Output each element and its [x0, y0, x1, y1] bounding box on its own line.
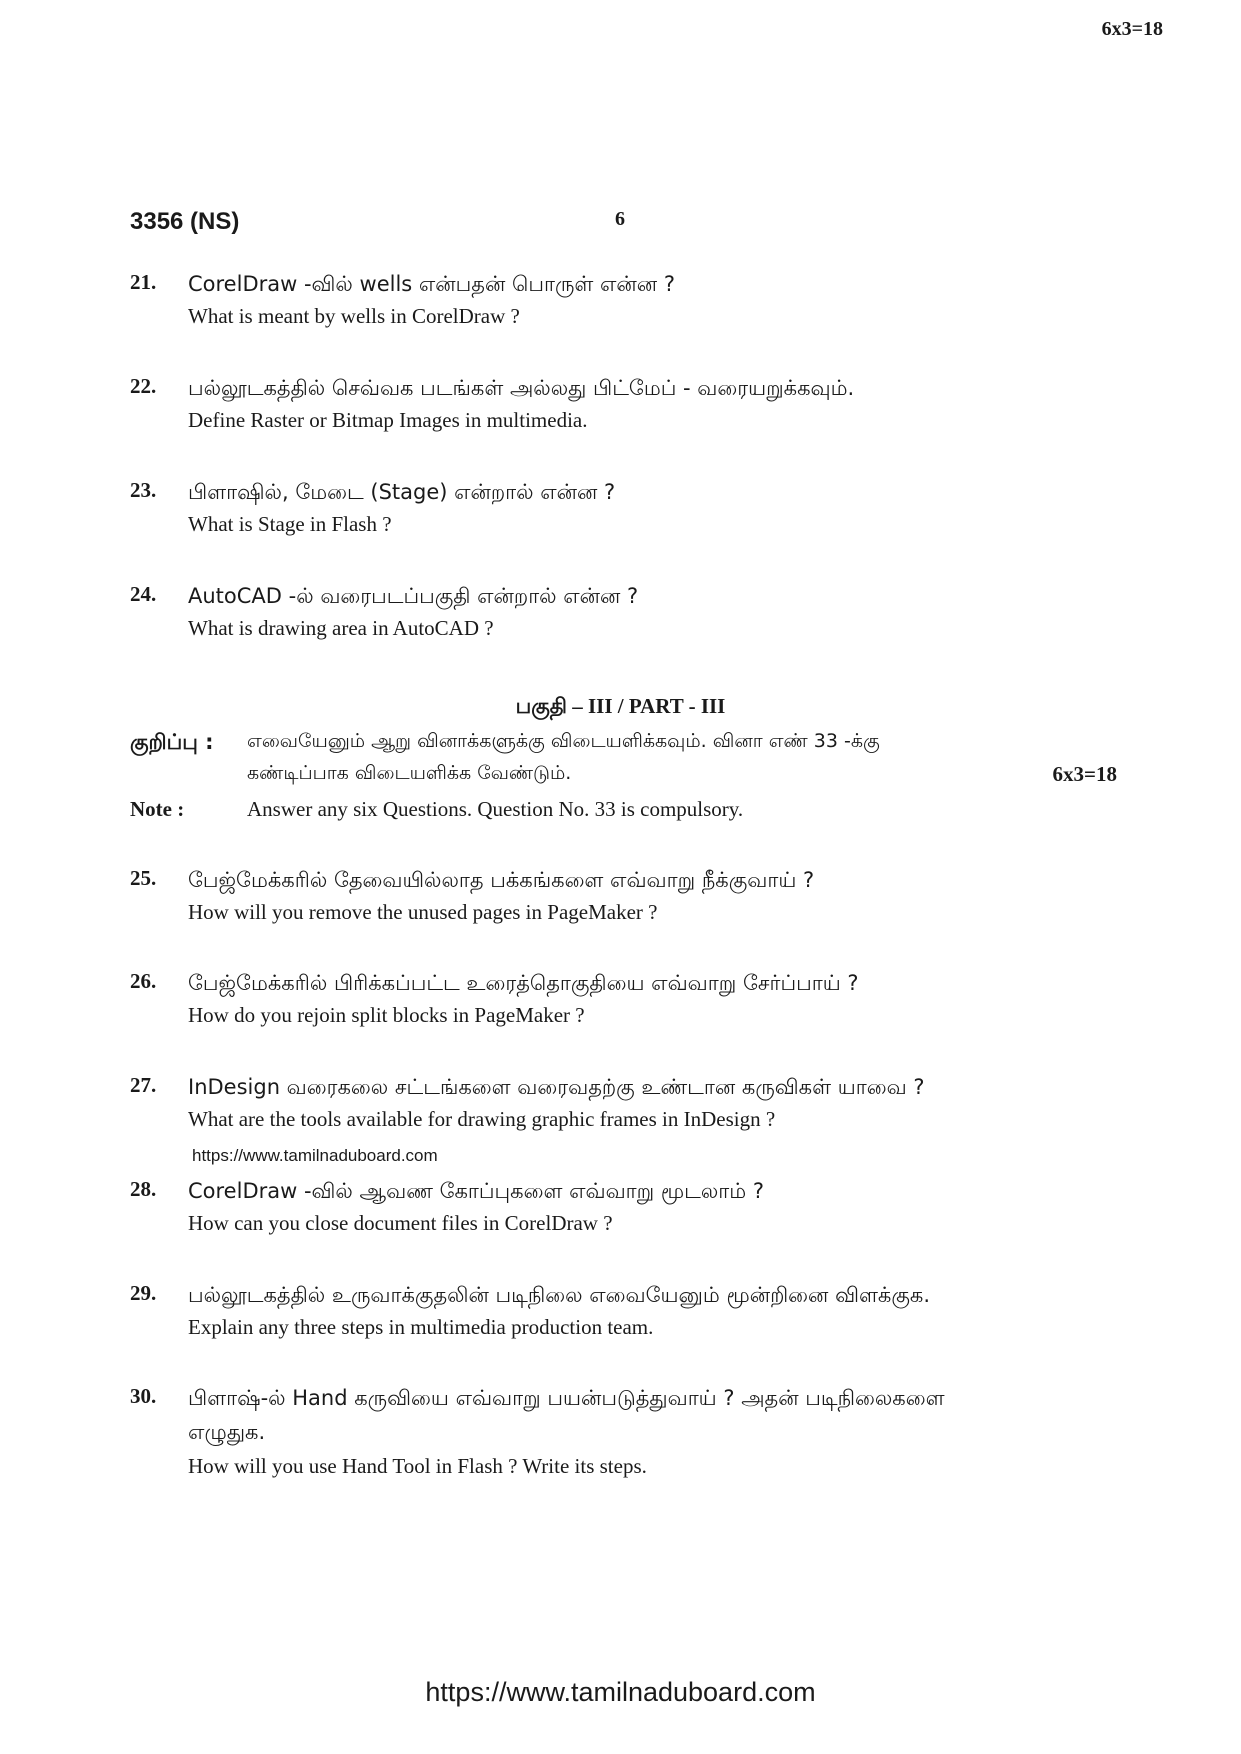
question-english: How will you use Hand Tool in Flash ? Write its steps. [188, 1454, 647, 1478]
question-tamil: பேஜ்மேக்கரில் தேவையில்லாத பக்கங்களை எவ்வாறு நீக்குவாய் ? [188, 868, 815, 892]
note-tamil-label: குறிப்பு : [130, 730, 214, 754]
question-number: 26. [130, 969, 157, 993]
question-tamil: CorelDraw -வில் ஆவண கோப்புகளை எவ்வாறு மூடலாம் ? [188, 1179, 764, 1203]
note-tamil-line1: எவையேனும் ஆறு வினாக்களுக்கு விடையளிக்கவும். வினா எண் 33 -க்கு [247, 730, 880, 752]
note-english-label: Note : [130, 797, 185, 821]
question-english: What are the tools available for drawing graphic frames in InDesign ? [188, 1107, 776, 1131]
question-number: 29. [130, 1281, 157, 1305]
question-number: 22. [130, 374, 157, 398]
top-marks: 6x3=18 [1101, 18, 1163, 40]
question-english: What is Stage in Flash ? [188, 512, 392, 536]
question-number: 21. [130, 270, 157, 294]
question-english: How will you remove the unused pages in PageMaker ? [188, 900, 658, 924]
page-number: 6 [615, 208, 625, 230]
question-number: 27. [130, 1073, 157, 1097]
question-tamil: பல்லூடகத்தில் செவ்வக படங்கள் அல்லது பிட்மேப் - வரையறுக்கவும். [188, 376, 855, 400]
question-number: 24. [130, 582, 157, 606]
question-tamil: பிளாஷில், மேடை (Stage) என்றால் என்ன ? [188, 480, 616, 504]
question-tamil: InDesign வரைகலை சட்டங்களை வரைவதற்கு உண்டான கருவிகள் யாவை ? [188, 1075, 925, 1099]
question-tamil-continued: எழுதுக. [188, 1420, 266, 1444]
question-tamil: பிளாஷ்-ல் Hand கருவியை எவ்வாறு பயன்படுத்துவாய் ? அதன் படிநிலைகளை [188, 1386, 945, 1410]
question-tamil: CorelDraw -வில் wells என்பதன் பொருள் என்ன ? [188, 272, 675, 296]
question-english: How do you rejoin split blocks in PageMaker ? [188, 1003, 585, 1027]
question-english: What is meant by wells in CorelDraw ? [188, 304, 520, 328]
note-english: Answer any six Questions. Question No. 33 is compulsory. [247, 797, 744, 821]
question-number: 23. [130, 478, 157, 502]
question-tamil: பல்லூடகத்தில் உருவாக்குதலின் படிநிலை எவையேனும் மூன்றினை விளக்குக. [188, 1283, 930, 1307]
question-tamil: பேஜ்மேக்கரில் பிரிக்கப்பட்ட உரைத்தொகுதியை எவ்வாறு சேர்ப்பாய் ? [188, 971, 859, 995]
paper-code: 3356 (NS) [130, 208, 240, 235]
question-tamil: AutoCAD -ல் வரைபடப்பகுதி என்றால் என்ன ? [188, 584, 639, 608]
part-heading: பகுதி – III / PART - III [515, 694, 726, 718]
question-number: 28. [130, 1177, 157, 1201]
footer-url: https://www.tamilnaduboard.com [425, 1677, 816, 1707]
question-english: Explain any three steps in multimedia production team. [188, 1315, 654, 1339]
note-tamil-line2: கண்டிப்பாக விடையளிக்க வேண்டும். [247, 762, 572, 784]
question-number: 30. [130, 1384, 157, 1408]
question-english: What is drawing area in AutoCAD ? [188, 616, 494, 640]
question-english: How can you close document files in CorelDraw ? [188, 1211, 613, 1235]
part-marks: 6x3=18 [1052, 762, 1117, 786]
watermark-url: https://www.tamilnaduboard.com [192, 1146, 438, 1165]
question-number: 25. [130, 866, 157, 890]
question-english: Define Raster or Bitmap Images in multimedia. [188, 408, 588, 432]
